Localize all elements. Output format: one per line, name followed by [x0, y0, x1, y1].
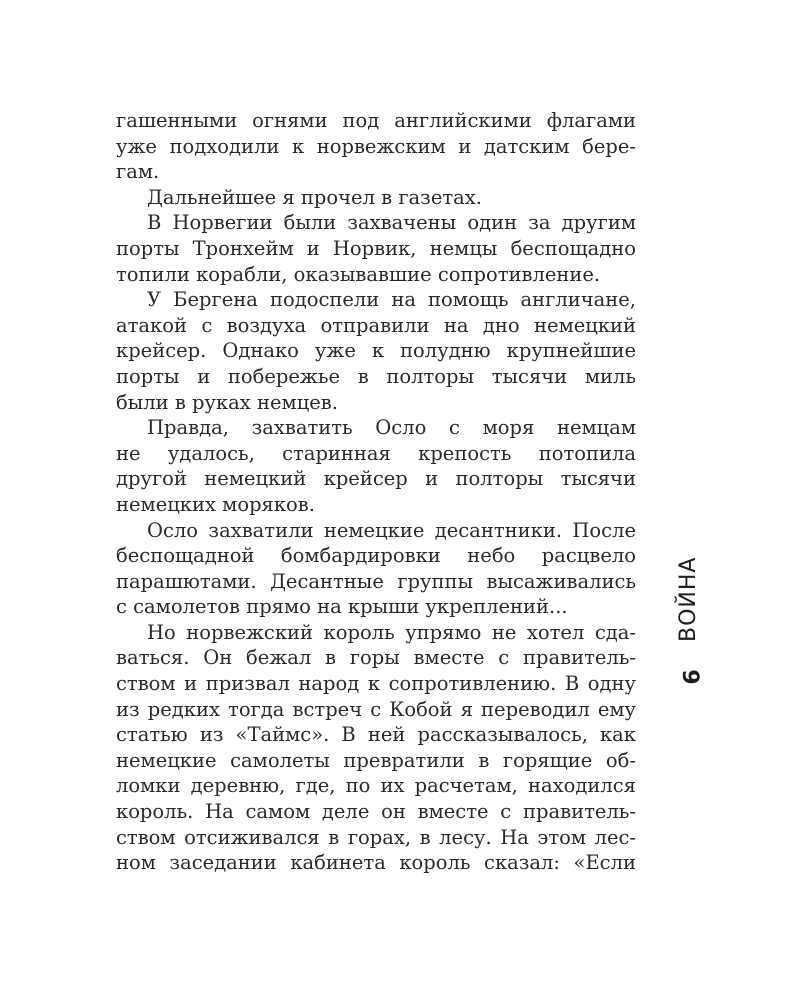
text-line: немецких моряков. — [116, 492, 315, 516]
text-line: немецкие самолеты превратили в горящие об- — [116, 748, 636, 772]
text-line: атакой с воздуха отправили на дно немецкий — [116, 313, 636, 337]
text-line: ваться. Он бежал в горы вместе с правитель- — [116, 646, 636, 670]
text-line: порты и побережье в полторы тысячи миль — [116, 364, 636, 388]
running-head-title: ВОЙНА — [676, 556, 701, 642]
text-line: В Норвегии были захвачены один за другим — [147, 211, 636, 235]
text-line: не удалось, старинная крепость потопила — [116, 441, 636, 465]
text-line: Но норвежский король упрямо не хотел сда- — [147, 620, 636, 644]
text-line: парашютами. Десантные группы высаживались — [116, 569, 636, 593]
text-line: король. На самом деле он вместе с правитель- — [116, 800, 636, 824]
text-line: гам. — [116, 160, 160, 184]
text-line: Осло захватили немецкие десантники. После — [147, 518, 636, 542]
text-line: гашенными огнями под английскими флагами — [116, 109, 636, 132]
text-line: ном заседании кабинета король сказал: «Если — [116, 851, 636, 875]
text-line: ством отсиживался в горах, в лесу. На этом лес- — [116, 825, 636, 849]
text-line: уже подходили к норвежским и датским бере- — [116, 134, 636, 158]
text-line: топили корабли, оказывавшие сопротивление. — [116, 262, 601, 286]
body-text — [116, 108, 636, 876]
text-line: порты Тронхейм и Норвик, немцы беспощадно — [116, 236, 636, 260]
text-line: статью из «Таймс». В ней рассказывалось, как — [116, 723, 636, 747]
text-line: другой немецкий крейсер и полторы тысячи — [116, 467, 636, 491]
text-line: с самолетов прямо на крыши укреплений... — [116, 595, 568, 619]
text-line: Дальнейшее я прочел в газетах. — [147, 185, 482, 209]
text-line: ломки деревню, где, по их расчетам, находился — [116, 774, 636, 798]
text-line: Правда, захватить Осло с моря немцам — [147, 416, 636, 440]
text-line: были в руках немцев. — [116, 390, 338, 414]
text-line: из редких тогда встреч с Кобой я переводил ему — [116, 697, 636, 721]
text-line: крейсер. Однако уже к полудню крупнейшие — [116, 339, 636, 363]
text-line: У Бергена подоспели на помощь англичане, — [147, 288, 636, 312]
page-number — [676, 664, 702, 690]
page-number-text: 9 — [677, 669, 702, 685]
text-line: беспощадной бомбардировки небо расцвело — [116, 544, 636, 568]
text-line: ством и призвал народ к сопротивлению. В одну — [116, 672, 636, 696]
